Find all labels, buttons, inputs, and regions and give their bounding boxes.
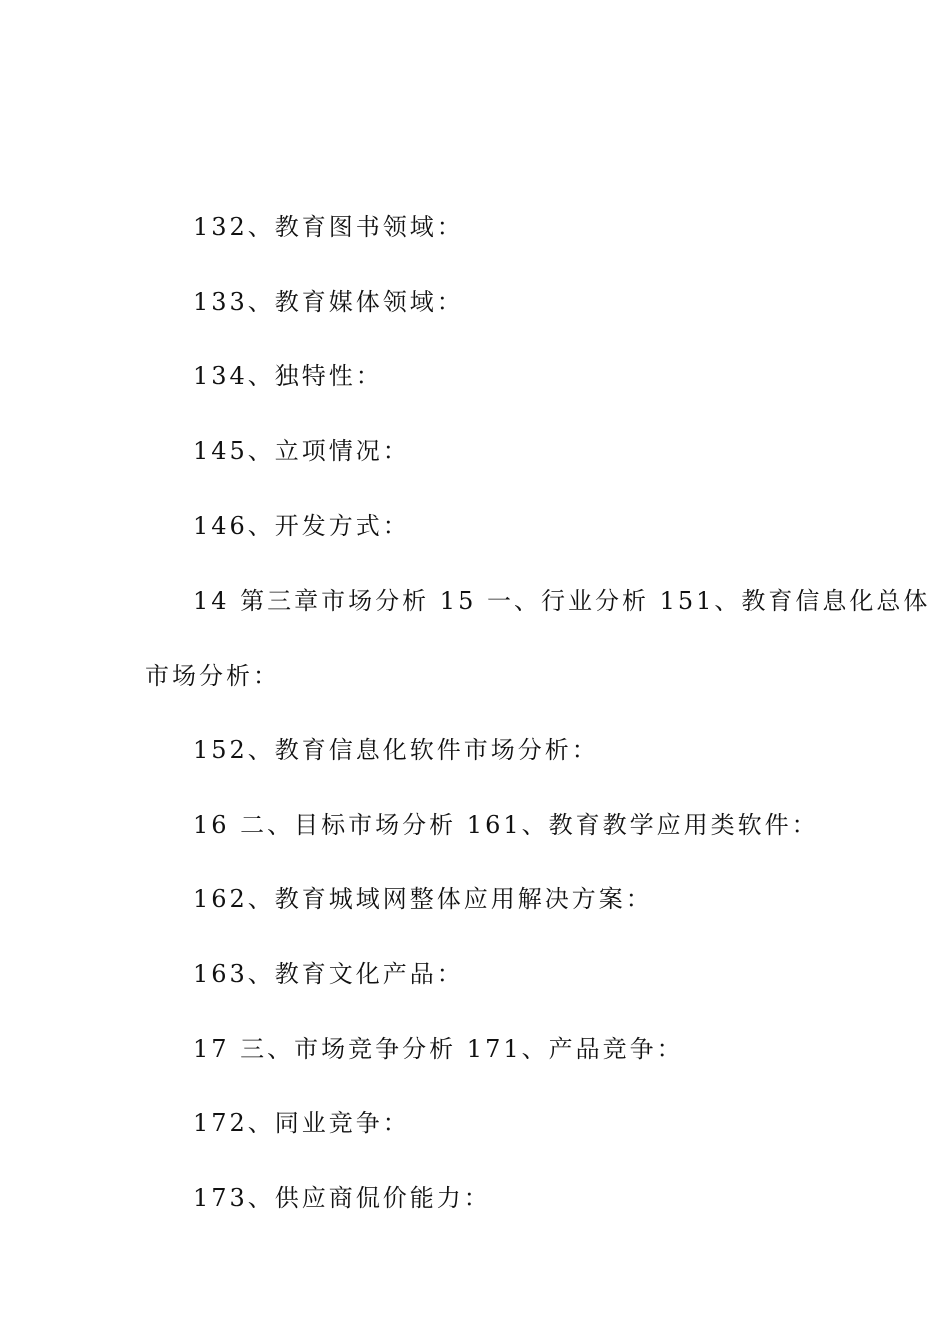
toc-line-152: 152、教育信息化软件市场分析： (193, 736, 599, 764)
toc-line-132: 132、教育图书领域： (193, 213, 464, 241)
toc-line-173: 173、供应商侃价能力： (193, 1184, 491, 1212)
toc-line-163: 163、教育文化产品： (193, 960, 464, 988)
toc-line-134: 134、独特性： (193, 362, 383, 390)
toc-line-133: 133、教育媒体领域： (193, 288, 464, 316)
toc-line-competition: 17 三、市场竞争分析 171、产品竞争： (193, 1035, 684, 1063)
toc-line-172: 172、同业竞争： (193, 1109, 410, 1137)
toc-line-146: 146、开发方式： (193, 512, 410, 540)
toc-line-145: 145、立项情况： (193, 437, 410, 465)
toc-line-target-market: 16 二、目标市场分析 161、教育教学应用类软件： (193, 811, 819, 839)
toc-line-162: 162、教育城域网整体应用解决方案： (193, 885, 653, 913)
toc-line-chapter-3-continued: 市场分析： (145, 662, 280, 690)
toc-line-chapter-3: 14 第三章市场分析 15 一、行业分析 151、教育信息化总体 (193, 587, 931, 615)
